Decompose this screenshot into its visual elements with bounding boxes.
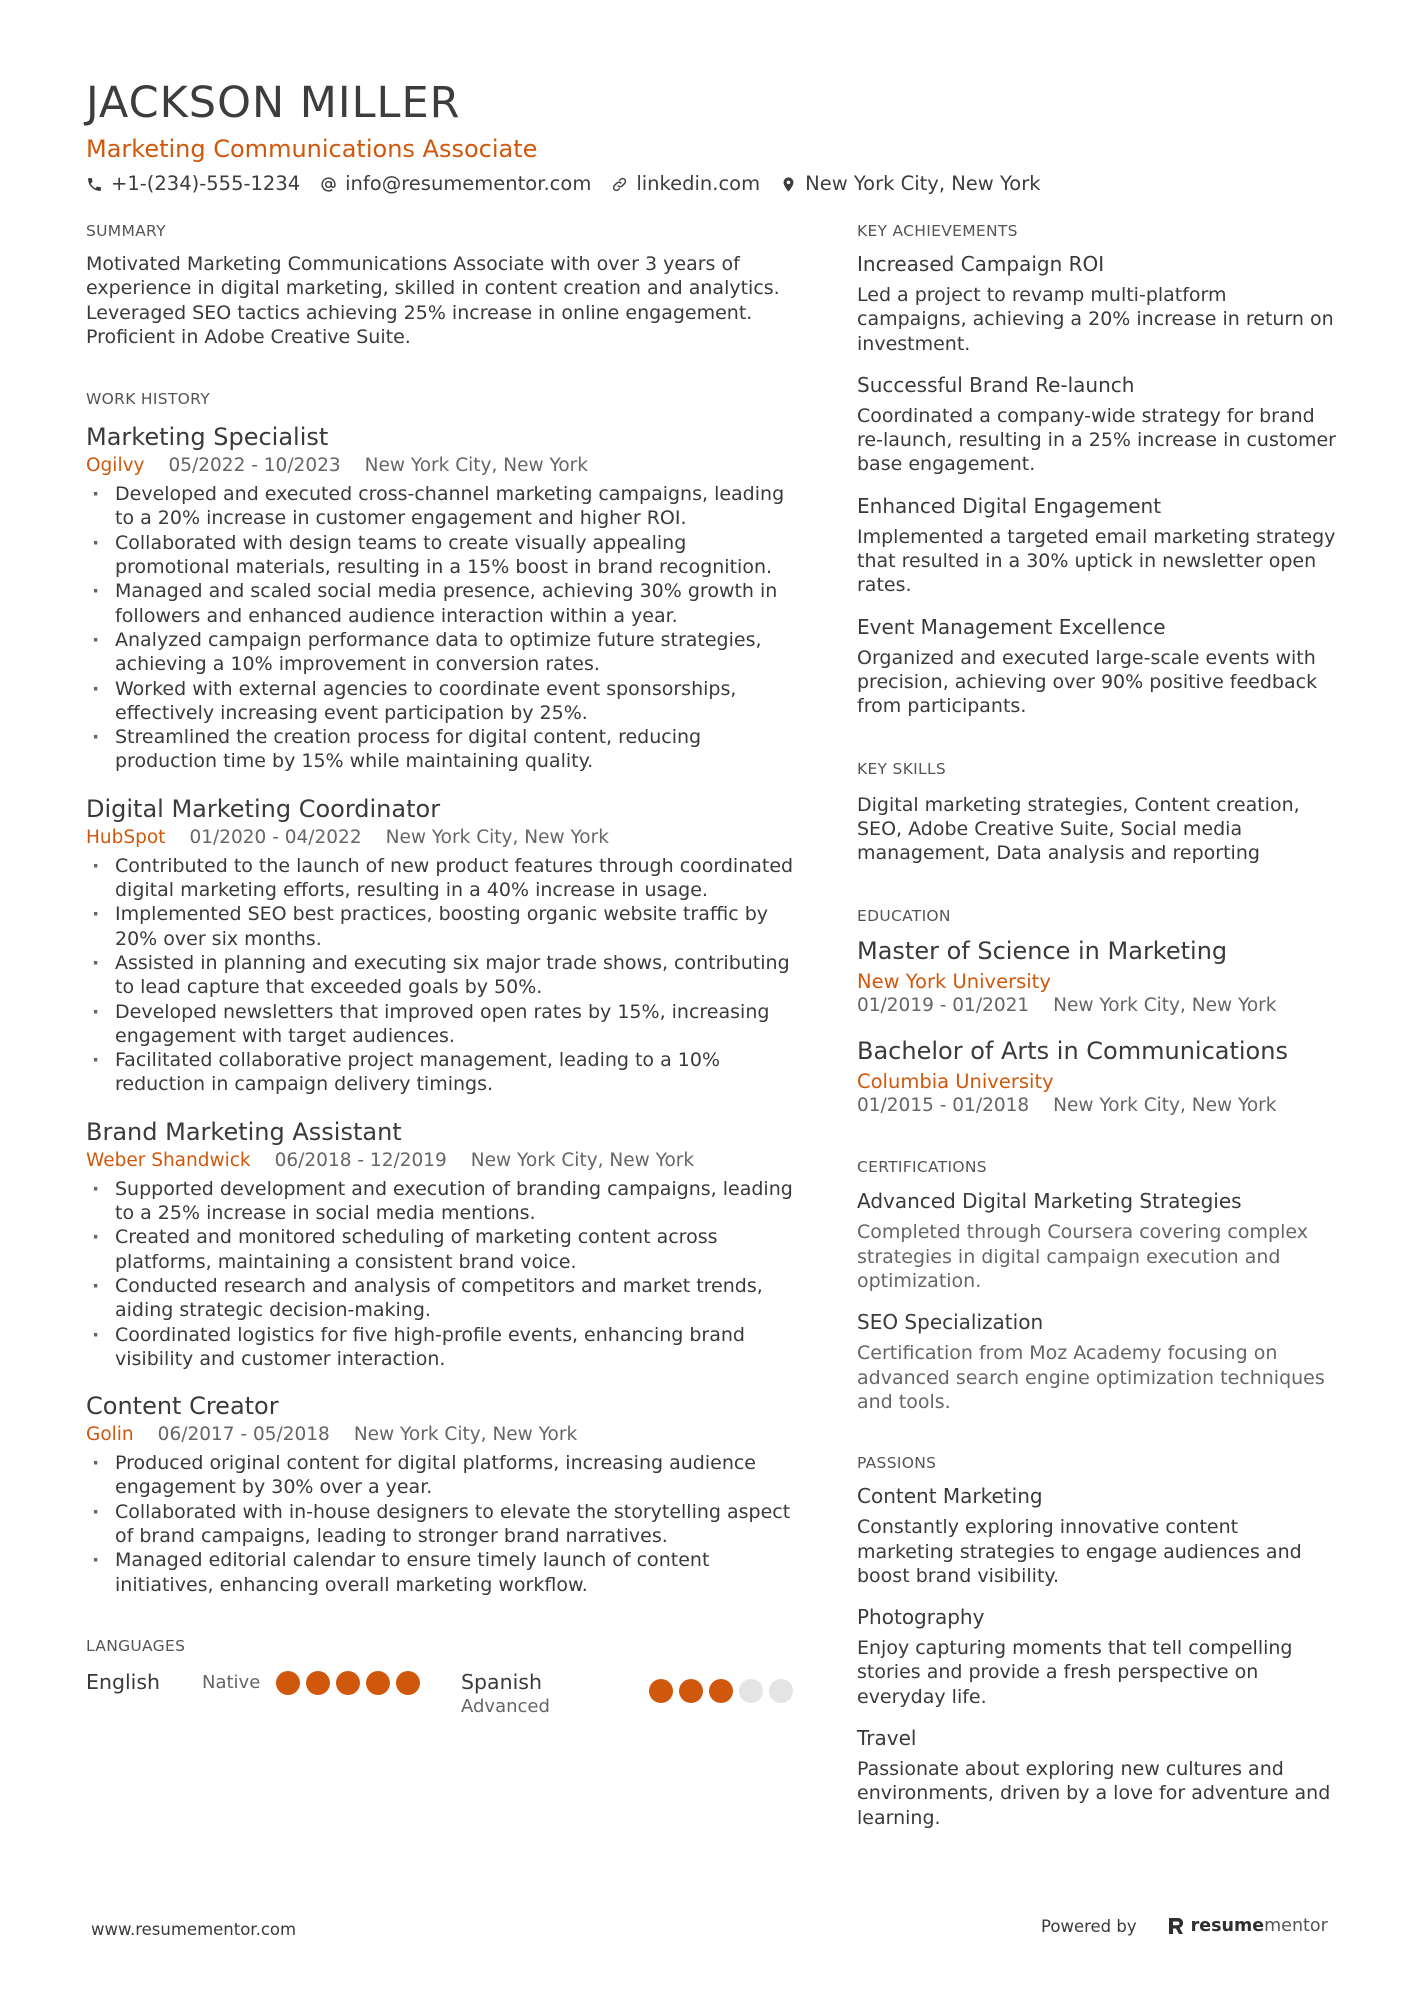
- job-company: HubSpot: [86, 826, 166, 848]
- job-bullet: · Collaborated with design teams to create visually appealing promotional materials, resulting in a 15% boost in brand recognition.: [86, 531, 806, 580]
- certifications-section: [857, 1156, 1337, 1414]
- job-entry: [86, 1117, 806, 1371]
- rating-dot-empty: [769, 1679, 793, 1703]
- job-bullet: · Conducted research and analysis of competitors and market trends, aiding strategic decision-making.: [86, 1274, 806, 1323]
- achievement-text: Coordinated a company-wide strategy for brand re-launch, resulting in a 25% increase in customer base engagement.: [857, 404, 1336, 476]
- education-dates: 01/2015 - 01/2018: [857, 1095, 1030, 1117]
- work-history-heading: WORK HISTORY: [86, 390, 210, 409]
- certification-title: SEO Specialization: [857, 1310, 1044, 1335]
- job-bullets: [86, 854, 806, 1097]
- resume-header: [86, 78, 1336, 197]
- languages-section: [86, 1635, 806, 1719]
- passion-text: Constantly exploring innovative content marketing strategies to engage audiences and boost brand visibility.: [857, 1516, 1302, 1587]
- passion-title: Photography: [857, 1605, 985, 1630]
- education-school: Columbia University: [857, 1070, 1054, 1094]
- job-bullet: · Implemented SEO best practices, boosting organic website traffic by 20% over six months.: [86, 902, 806, 951]
- rating-dot-filled: [306, 1671, 330, 1695]
- contact-bar: [86, 171, 1336, 197]
- job-company: Ogilvy: [86, 455, 145, 477]
- brand-name-light: mentor: [1264, 1916, 1328, 1936]
- email-text[interactable]: info@resumementor.com: [345, 172, 592, 195]
- job-bullet: · Analyzed campaign performance data to optimize future strategies, achieving a 10% improvement in conversion rates.: [86, 628, 806, 677]
- job-bullet: · Managed and scaled social media presence, achieving 30% growth in followers and enhanced audience interaction within a year.: [86, 579, 806, 628]
- job-title: Content Creator: [86, 1392, 279, 1421]
- summary-heading: SUMMARY: [86, 222, 166, 240]
- achievement-text: Organized and executed large-scale events with precision, achieving over 90% positive feedback from participants.: [857, 646, 1318, 718]
- skills-text: Digital marketing strategies, Content creation, SEO, Adobe Creative Suite, Social media management, Data analysis and reporting: [857, 793, 1300, 865]
- rating-dot-filled: [649, 1679, 673, 1703]
- job-dates: 06/2017 - 05/2018: [157, 1424, 330, 1446]
- summary-section: [86, 220, 806, 349]
- job-bullets: [86, 1451, 806, 1597]
- language-name: Spanish: [461, 1669, 542, 1694]
- certifications-heading: CERTIFICATIONS: [857, 1158, 987, 1177]
- footer-powered: [1041, 1916, 1328, 1936]
- achievement-text: Implemented a targeted email marketing strategy that resulted in a 30% uptick in newsletter open rates.: [857, 525, 1336, 597]
- rating-dot-filled: [336, 1671, 360, 1695]
- passions-section: [857, 1452, 1337, 1830]
- footer-website[interactable]: www.resumementor.com: [91, 1920, 297, 1939]
- certification-text: Completed through Coursera covering complex strategies in digital campaign execution and optimization.: [857, 1221, 1308, 1293]
- job-meta: [86, 1423, 806, 1447]
- job-bullet: · Worked with external agencies to coordinate event sponsorships, effectively increasing event participation by 25%.: [86, 677, 806, 726]
- job-meta: [86, 1149, 806, 1173]
- job-dates: 05/2022 - 10/2023: [168, 455, 341, 477]
- achievement-text: Led a project to revamp multi-platform campaigns, achieving a 20% increase in return on investment.: [857, 284, 1334, 355]
- job-company: Golin: [86, 1424, 134, 1446]
- job-bullet: · Coordinated logistics for five high-profile events, enhancing brand visibility and customer interaction.: [86, 1323, 806, 1372]
- job-bullet: · Streamlined the creation process for digital content, reducing production time by 15% while maintaining quality.: [86, 725, 806, 774]
- rating-dot-filled: [679, 1679, 703, 1703]
- language-name: English: [86, 1669, 161, 1694]
- language-item: [461, 1669, 801, 1719]
- linkedin-text[interactable]: linkedin.com: [636, 172, 761, 195]
- brand-name-bold: resume: [1190, 1916, 1265, 1936]
- education-item: [857, 1036, 1337, 1118]
- job-bullets: [86, 1177, 806, 1371]
- job-dates: 06/2018 - 12/2019: [274, 1149, 447, 1171]
- passions-heading: PASSIONS: [857, 1454, 937, 1473]
- achievements-section: [857, 220, 1337, 719]
- job-bullet: · Contributed to the launch of new product features through coordinated digital marketing efforts, resulting in a 40% increase in usage.: [86, 854, 806, 903]
- left-column: [86, 220, 806, 1719]
- job-entry: [86, 794, 806, 1097]
- achievement-item: [857, 614, 1337, 719]
- summary-text: Motivated Marketing Communications Associate with over 3 years of experience in digital marketing, skilled in content creation and analytics. Leveraged SEO tactics achieving 25% increase in online engagement. Proficient in Adobe Creative Suite.: [86, 253, 780, 348]
- rating-dot-filled: [709, 1679, 733, 1703]
- rating-dot-filled: [276, 1671, 300, 1695]
- job-bullet: · Produced original content for digital platforms, increasing audience engagement by 30% over a year.: [86, 1451, 806, 1500]
- brand-logo[interactable]: [1167, 1916, 1328, 1936]
- resumementor-logo-icon: [1167, 1916, 1185, 1936]
- work-history-section: [86, 388, 806, 1597]
- certification-item: [857, 1188, 1337, 1293]
- candidate-title: Marketing Communications Associate: [86, 135, 538, 163]
- education-heading: EDUCATION: [857, 907, 951, 926]
- job-bullet: · Assisted in planning and executing six major trade shows, contributing to lead capture that exceeded goals by 50%.: [86, 951, 806, 1000]
- languages-heading: LANGUAGES: [86, 1636, 186, 1655]
- job-bullet: · Created and monitored scheduling of marketing content across platforms, maintaining a consistent brand voice.: [86, 1225, 806, 1274]
- link-icon: [611, 176, 628, 193]
- education-location: New York City, New York: [1053, 995, 1277, 1017]
- education-meta: [857, 1094, 1337, 1118]
- job-title: Marketing Specialist: [86, 423, 329, 452]
- rating-dot-empty: [739, 1679, 763, 1703]
- education-school: New York University: [857, 970, 1051, 994]
- passion-item: [857, 1604, 1337, 1709]
- powered-by-text: Powered by: [1041, 1916, 1137, 1936]
- job-bullet: · Collaborated with in-house designers to elevate the storytelling aspect of brand campaigns, leading to stronger brand narratives.: [86, 1500, 806, 1549]
- achievement-title: Enhanced Digital Engagement: [857, 493, 1162, 518]
- languages-list: [86, 1669, 806, 1719]
- job-bullets: [86, 482, 806, 774]
- achievement-title: Event Management Excellence: [857, 614, 1166, 639]
- job-entry: [86, 422, 806, 774]
- language-level: Native: [202, 1671, 261, 1693]
- map-pin-icon: [780, 176, 797, 193]
- language-labels: [461, 1669, 649, 1719]
- job-title: Brand Marketing Assistant: [86, 1117, 402, 1146]
- skills-heading: KEY SKILLS: [857, 759, 947, 778]
- education-degree: Bachelor of Arts in Communications: [857, 1037, 1288, 1066]
- passion-item: [857, 1725, 1337, 1830]
- right-column: [857, 220, 1337, 1830]
- job-bullet: · Developed newsletters that improved open rates by 15%, increasing engagement with target audiences.: [86, 1000, 806, 1049]
- education-item: [857, 936, 1337, 1018]
- job-dates: 01/2020 - 04/2022: [189, 826, 362, 848]
- job-bullet: · Facilitated collaborative project management, leading to a 10% reduction in campaign delivery timings.: [86, 1048, 806, 1097]
- certification-title: Advanced Digital Marketing Strategies: [857, 1189, 1242, 1214]
- job-location: New York City, New York: [470, 1149, 695, 1171]
- job-title: Digital Marketing Coordinator: [86, 794, 441, 823]
- phone-icon: [86, 176, 103, 193]
- achievement-title: Increased Campaign ROI: [857, 252, 1105, 276]
- job-location: New York City, New York: [364, 455, 588, 477]
- language-item: [86, 1669, 461, 1695]
- job-meta: [86, 826, 806, 850]
- contact-phone: [86, 171, 300, 197]
- achievement-item: [857, 251, 1337, 356]
- education-meta: [857, 994, 1337, 1018]
- contact-location: [780, 171, 1040, 197]
- education-degree: Master of Science in Marketing: [857, 937, 1228, 966]
- phone-text: +1-(234)-555-1234: [111, 172, 301, 195]
- education-dates: 01/2019 - 01/2021: [857, 995, 1030, 1017]
- job-company: Weber Shandwick: [86, 1149, 251, 1171]
- candidate-name: JACKSON MILLER: [86, 78, 461, 128]
- location-text: New York City, New York: [805, 172, 1041, 195]
- at-icon: [320, 176, 337, 193]
- certification-item: [857, 1309, 1337, 1414]
- rating-dot-filled: [396, 1671, 420, 1695]
- language-rating: [276, 1671, 426, 1695]
- achievement-title: Successful Brand Re-launch: [857, 372, 1135, 397]
- passion-title: Content Marketing: [857, 1484, 1043, 1509]
- achievements-heading: KEY ACHIEVEMENTS: [857, 222, 1018, 240]
- job-bullet: · Developed and executed cross-channel marketing campaigns, leading to a 20% increase in customer engagement and higher ROI.: [86, 482, 806, 531]
- achievement-item: [857, 372, 1337, 477]
- certification-text: Certification from Moz Academy focusing on advanced search engine optimization techniques and tools.: [857, 1342, 1325, 1413]
- job-entry: [86, 1391, 806, 1597]
- passion-title: Travel: [857, 1726, 917, 1751]
- contact-linkedin[interactable]: [611, 171, 760, 197]
- skills-section: [857, 758, 1337, 866]
- passion-text: Enjoy capturing moments that tell compelling stories and provide a fresh perspective on everyday life.: [857, 1637, 1293, 1708]
- job-location: New York City, New York: [353, 1424, 578, 1446]
- rating-dot-filled: [366, 1671, 390, 1695]
- language-rating: [649, 1679, 799, 1703]
- language-level: Advanced: [461, 1695, 550, 1717]
- achievement-item: [857, 493, 1337, 598]
- passion-item: [857, 1483, 1337, 1588]
- education-location: New York City, New York: [1053, 1095, 1277, 1117]
- job-bullet: · Managed editorial calendar to ensure timely launch of content initiatives, enhancing overall marketing workflow.: [86, 1548, 806, 1597]
- passion-text: Passionate about exploring new cultures and environments, driven by a love for adventure and learning.: [857, 1758, 1331, 1829]
- job-location: New York City, New York: [385, 826, 609, 848]
- job-bullet: · Supported development and execution of branding campaigns, leading to a 25% increase in social media mentions.: [86, 1177, 806, 1226]
- contact-email[interactable]: [320, 171, 591, 197]
- job-meta: [86, 454, 806, 478]
- education-section: [857, 905, 1337, 1118]
